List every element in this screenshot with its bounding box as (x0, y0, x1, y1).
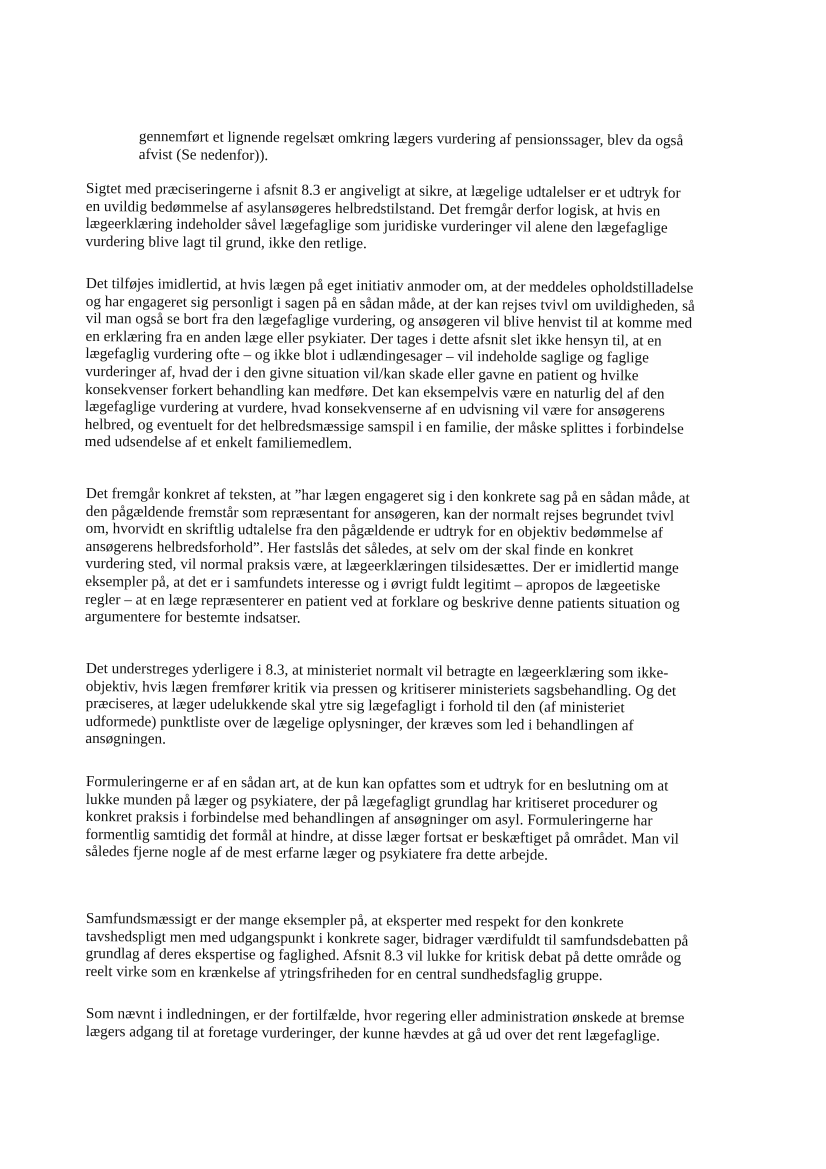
text-line: Som nævnt i indledningen, er der fortilfælde, hvor regering eller administration ønskede at bremse (85, 1005, 685, 1027)
text-line: udformede) punktliste over de lægelige oplysninger, der kræves som led i behandlingen af (85, 712, 634, 735)
paragraph-samfundsmaessigt (85, 910, 688, 985)
text-line: lægefaglige vurdering at vurdere, hvad konsekvenserne af en udvisning vil være for ansøgerens (84, 398, 665, 420)
text-line: vurdering blive lagt til grund, ikke den retlige. (85, 232, 367, 252)
text-line: Formuleringerne er af en sådan art, at de kun kan opfattes som et udtryk for en beslutning om at (85, 773, 669, 795)
text-line: argumentere for bestemte indsatser. (84, 608, 301, 627)
paragraph-fremgaar (85, 485, 690, 630)
paragraph-continuation (139, 128, 684, 167)
text-line: lægeerklæring indeholder såvel lægefaglige som juridiske vurderinger vil alene den lægefaglige (85, 215, 668, 237)
text-line: Det understreges yderligere i 8.3, at ministeriet normalt vil betragte en lægeerklæring som ikke- (85, 660, 669, 682)
text-line: gennemført et lignende regelsæt omkring lægers vurdering af pensionssager, blev da også (138, 128, 684, 150)
text-line: ansøgerens helbredsforhold”. Her fastslås det således, at selv om der skal finde en konkret (85, 537, 634, 560)
text-line: en uvildig bedømmelse af asylansøgeres helbredstilstand. Det fremgår derfor logisk, at hvis en (85, 197, 661, 220)
text-line: lægers adgang til at foretage vurderinger, der kunne hævdes at gå ud over det rent lægefaglige. (85, 1022, 661, 1045)
text-line: vil man også se bort fra den lægefaglige vurdering, og ansøgeren vil blive henvist til at komme med (85, 310, 693, 332)
text-line: helbred, og eventuelt for det helbredsmæssige samspil i en familie, der måske splittes i forbindelse (84, 415, 684, 438)
text-line: en erklæring fra en anden læge eller psykiater. Der tages i dette afsnit slet ikke hensyn til, at en (85, 327, 662, 350)
text-line: Sigtet med præciseringerne i afsnit 8.3 er angiveligt at sikre, at lægelige udtalelser er et udtryk for (85, 180, 681, 202)
text-line: således fjerne nogle af de mest erfarne læger og psykiatere fra dette arbejde. (85, 843, 549, 865)
text-line: eksempler på, at det er i samfundets interesse og i øvrigt fuldt legitimt – apropos de lægeetiske (85, 572, 661, 595)
paragraph-formuleringerne (85, 773, 679, 866)
text-line: regler – at en læge repræsenterer en patient ved at forklare og beskrive denne patients situation og (85, 590, 680, 613)
text-line: og har engageret sig personligt i sagen på en sådan måde, at der kan rejses tvivl om uvildigheden, så (85, 292, 695, 315)
text-line: konkret praksis i forbindelse med behandlingen af ansøgninger om asyl. Formuleringerne har (85, 808, 653, 830)
paragraph-tilfoejes (85, 275, 695, 456)
text-line: lukke munden på læger og psykiatere, der på lægefagligt grundlag har kritiseret procedurer og (85, 790, 658, 813)
text-line: formentlig samtidig det formål at hindre, at disse læger fortsat er beskæftiget på området. Man vil (85, 825, 680, 848)
text-line: tavshedspligt men med udgangspunkt i konkrete sager, bidrager værdifuldt til samfundsdebatten på (85, 927, 689, 950)
text-line: lægefaglig vurdering ofte – og ikke blot i udlændingesager – vil indeholde saglige og faglige (85, 345, 649, 367)
paragraph-understreges (85, 660, 676, 753)
text-line: afvist (Se nedenfor)). (138, 145, 269, 164)
text-line: præciseres, at læger udelukkende skal ytre sig lægefagligt i forhold til den (af ministeriet (85, 695, 625, 717)
text-line: grundlag af deres ekspertise og faglighed. Afsnit 8.3 vil lukke for kritisk debat på dette område og (85, 945, 682, 967)
text-line: vurdering sted, vil normal praksis være, at lægeerklæringen tilsidesættes. Der er imidlertid mange (85, 555, 679, 578)
text-line: Det fremgår konkret af teksten, at ”har lægen engageret sig i den konkrete sag på en sådan måde, at (85, 485, 690, 507)
paragraph-som-naevnt (86, 1005, 685, 1045)
text-line: med udsendelse af et enkelt familiemedlem. (84, 433, 353, 453)
text-line: vurderinger af, hvad der i den givne situation vil/kan skade eller gavne en patient og hvilke (85, 362, 639, 385)
text-line: den pågældende fremstår som repræsentant for ansøgeren, kan der normalt rejses begrundet tvivl (85, 502, 675, 525)
text-line: reelt virke som en krænkelse af ytringsfriheden for en central sundhedsfaglig gruppe. (85, 962, 603, 984)
text-line: Det tilføjes imidlertid, at hvis lægen på eget initiativ anmoder om, at der meddeles opholdstilladelse (85, 275, 694, 297)
paragraph-sigtet (85, 180, 680, 255)
text-line: konsekvenser forkert behandling kan medføre. Det kan eksempelvis være en naturlig del af den (85, 380, 665, 403)
text-line: objektiv, hvis lægen fremfører kritik via pressen og kritiserer ministeriets sagsbehandling. Og det (85, 677, 677, 700)
text-line: Samfundsmæssigt er der mange eksempler på, at eksperter med respekt for den konkrete (85, 910, 624, 932)
text-line: om, hvorvidt en skriftlig udtalelse fra den pågældende er udtryk for en objektiv bedømmelse af (85, 520, 664, 542)
text-line: ansøgningen. (85, 730, 167, 749)
